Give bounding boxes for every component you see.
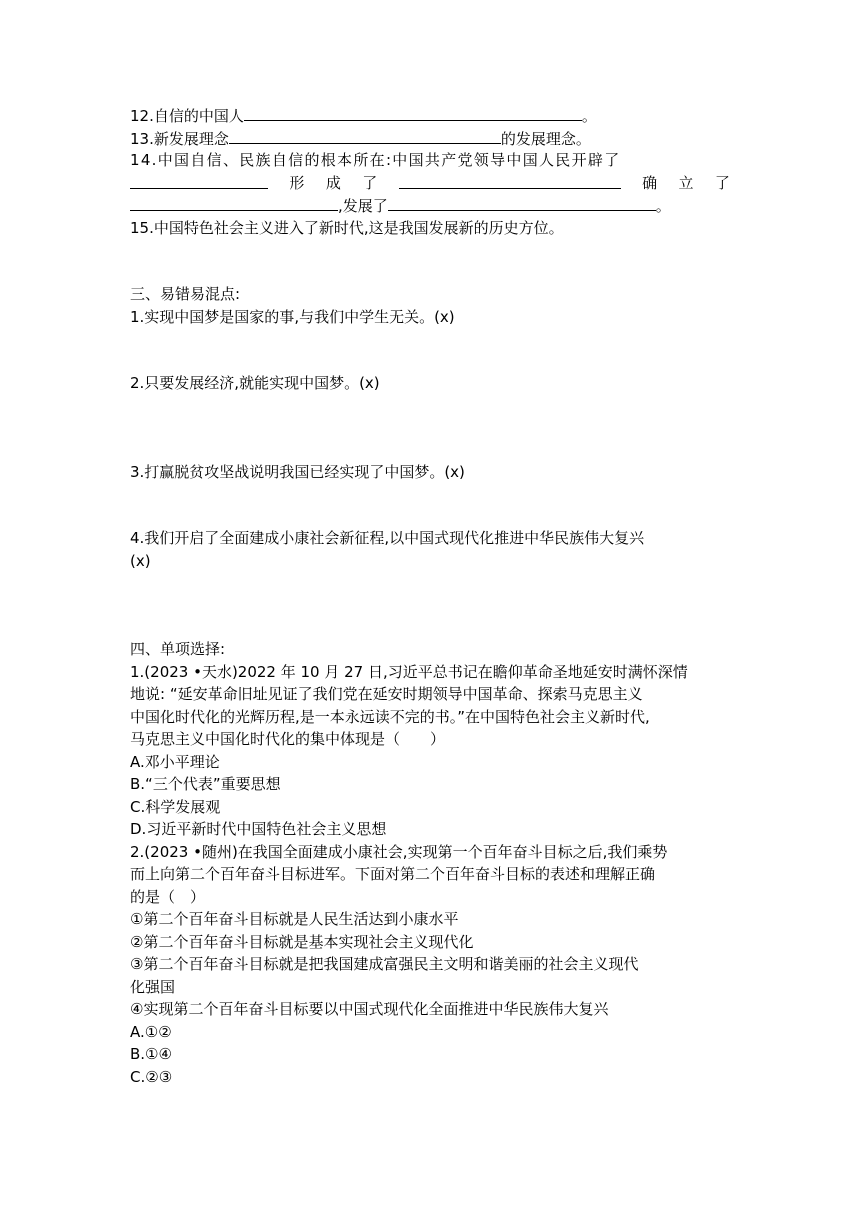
question-1-line: 马克思主义中国化时代化的集中体现是（ ） (130, 730, 446, 748)
spacer (130, 239, 730, 283)
q12-end: 。 (581, 107, 597, 125)
option-a[interactable]: A.①② (130, 1022, 172, 1041)
question-2-line: 2.(2023 •随州)在我国全面建成小康社会,实现第一个百年奋斗目标之后,我们乘势 (130, 842, 668, 861)
answer-blank[interactable] (130, 172, 268, 189)
statement-1: ①第二个百年奋斗目标就是人民生活达到小康水平 (130, 910, 459, 928)
option-b[interactable]: B.“三个代表”重要思想 (130, 775, 281, 793)
question-2 (130, 841, 730, 1089)
error-item-4: 4.我们开启了全面建成小康社会新征程,以中国式现代化推进中华民族伟大复兴 (130, 529, 645, 547)
fill-in-q15: 15.中国特色社会主义进入了新时代,这是我国发展新的历史方位。 (130, 218, 564, 237)
q14-end: 。 (655, 197, 671, 215)
statement-2: ②第二个百年奋斗目标就是基本实现社会主义现代化 (130, 932, 474, 951)
spacer (130, 395, 730, 461)
q12-text: 12.自信的中国人 (130, 107, 244, 125)
document-page (130, 104, 730, 1088)
answer-blank[interactable] (399, 172, 621, 189)
error-item-4-mark: (x) (130, 551, 151, 570)
fill-in-q13 (130, 127, 730, 150)
error-item-2: 2.只要发展经济,就能实现中国梦。(x) (130, 374, 380, 392)
answer-blank[interactable] (244, 104, 582, 121)
q14-char: 立 (678, 173, 694, 192)
statement-3-cont: 化强国 (130, 977, 176, 996)
q14-char: 了 (714, 173, 730, 192)
answer-blank[interactable] (229, 127, 501, 144)
statement-4: ④实现第二个百年奋斗目标要以中国式现代化全面推进中华民族伟大复兴 (130, 1000, 609, 1018)
question-2-line: 的是（ ） (130, 887, 206, 906)
question-1 (130, 661, 730, 841)
option-d[interactable]: D.习近平新时代中国特色社会主义思想 (130, 820, 387, 838)
question-2-line: 而上向第二个百年奋斗目标进军。下面对第二个百年奋斗目标的表述和理解正确 (130, 865, 656, 883)
error-item-3: 3.打赢脱贫攻坚战说明我国已经实现了中国梦。(x) (130, 462, 465, 481)
option-b[interactable]: B.①④ (130, 1045, 172, 1063)
fill-in-q14-line1 (130, 149, 730, 172)
q13-end: 的发展理念。 (500, 129, 591, 148)
fill-in-q14-line2 (130, 172, 730, 195)
section4-heading: 四、单项选择: (130, 640, 226, 658)
question-1-line: 1.(2023 •天水)2022 年 10 月 27 日,习近平总书记在瞻仰革命圣地延安时满怀深情 (130, 662, 688, 681)
fill-in-q14-line3 (130, 194, 730, 217)
statement-3: ③第二个百年奋斗目标就是把我国建成富强民主文明和谐美丽的社会主义现代 (130, 955, 639, 973)
spacer (130, 483, 730, 527)
answer-blank[interactable] (130, 194, 338, 211)
option-c[interactable]: C.②③ (130, 1067, 173, 1086)
q14-fazhan: ,发展了 (338, 197, 388, 215)
option-c[interactable]: C.科学发展观 (130, 797, 221, 816)
question-1-line: 中国化时代化的光辉历程,是一本永远读不完的书。”在中国特色社会主义新时代, (130, 707, 650, 726)
spacer (130, 572, 730, 638)
q14-char: 形 (289, 173, 305, 192)
q14-char: 确 (642, 173, 658, 192)
question-1-line: 地说: “延安革命旧址见证了我们党在延安时期领导中国革命、探索马克思主义 (130, 685, 643, 703)
q14-char: 了 (362, 173, 378, 192)
answer-blank[interactable] (388, 194, 656, 211)
spacer (130, 328, 730, 372)
q14-text: 14.中国自信、民族自信的根本所在:中国共产党领导中国人民开辟了 (130, 151, 621, 169)
error-item-1: 1.实现中国梦是国家的事,与我们中学生无关。(x) (130, 307, 455, 326)
q13-text: 13.新发展理念 (130, 129, 229, 148)
q14-char: 成 (325, 173, 341, 192)
section3-heading: 三、易错易混点: (130, 285, 241, 303)
fill-in-q12 (130, 104, 730, 127)
option-a[interactable]: A.邓小平理论 (130, 752, 220, 771)
